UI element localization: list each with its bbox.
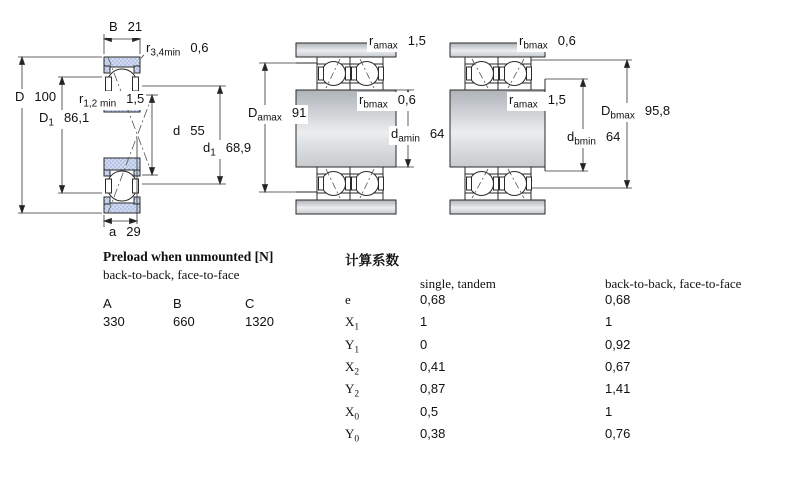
dim-symbol: D — [39, 110, 49, 125]
factor-value: 0,92 — [605, 336, 631, 352]
arrangement-face-to-face — [450, 40, 548, 214]
dim-symbol: r — [519, 33, 524, 48]
dim-subscript: 1 — [210, 147, 216, 159]
dim-label-Damax — [246, 105, 308, 124]
dim-value: 55 — [190, 123, 205, 138]
dim-subscript: amax — [373, 40, 398, 52]
dim-value: 29 — [126, 224, 141, 239]
dim-label-damin — [389, 126, 446, 145]
dim-symbol: D — [601, 103, 611, 118]
dim-label-d1 — [201, 140, 253, 159]
dim-value: 86,1 — [63, 110, 90, 125]
calculation-factors-table — [345, 249, 765, 449]
factor-value: 1 — [605, 403, 613, 419]
dim-value: 0,6 — [190, 40, 209, 55]
preload-value: 1320 — [245, 314, 274, 329]
dim-label-D — [13, 89, 58, 108]
dim-symbol: d — [203, 140, 211, 155]
factors-col2-header: back-to-back, face-to-face — [605, 276, 742, 291]
dim-label-B — [107, 19, 144, 38]
preload-grid — [103, 296, 363, 329]
dim-label-dbmin — [565, 129, 622, 148]
dim-label-r12 — [77, 91, 146, 110]
preload-title: Preload when unmounted [N] — [103, 249, 274, 264]
factor-symbol: $X_1$ — [345, 314, 360, 333]
dim-value: 64 — [605, 129, 621, 144]
dim-subscript: bmax — [363, 99, 388, 111]
dim-label-rbmax-right — [517, 33, 578, 52]
factor-value: 0,68 — [420, 291, 446, 307]
factor-value: 0,38 — [420, 426, 446, 442]
preload-table — [103, 249, 363, 329]
factors-col1-header: single, tandem — [420, 276, 496, 291]
preload-value: 330 — [103, 314, 125, 329]
dim-subscript: bmin — [574, 136, 596, 148]
factor-value: 1,41 — [605, 381, 631, 397]
dim-symbol: r — [359, 92, 364, 107]
dim-value: 0,6 — [557, 33, 576, 48]
right-dimension-lines — [531, 60, 635, 188]
dim-subscript: amin — [398, 133, 420, 145]
dim-symbol: r — [509, 92, 514, 107]
dim-label-Dbmax — [599, 103, 672, 122]
factor-value: 0,76 — [605, 426, 631, 442]
factor-symbol: $X_0$ — [345, 403, 360, 423]
dim-symbol: D — [248, 105, 258, 120]
dim-value: 100 — [34, 89, 57, 104]
factor-value: 0 — [420, 336, 428, 352]
dim-value: 1,5 — [126, 91, 145, 106]
preload-col-header: A — [103, 296, 112, 311]
preload-subtitle: back-to-back, face-to-face — [103, 267, 240, 282]
dim-value: 1,5 — [547, 92, 566, 107]
dim-value: 68,9 — [225, 140, 252, 155]
dim-symbol: r — [79, 91, 84, 106]
factor-value: 1 — [605, 314, 613, 330]
dim-symbol: d — [173, 123, 181, 138]
dim-symbol: a — [109, 224, 117, 239]
dim-subscript: amax — [513, 99, 538, 111]
dim-label-d — [171, 123, 207, 142]
factor-value: 1 — [420, 314, 428, 330]
dim-label-ramax-right — [507, 92, 568, 111]
preload-col-header: C — [245, 296, 255, 311]
preload-col-header: B — [173, 296, 182, 311]
dim-label-D1 — [37, 110, 91, 129]
dim-label-r34 — [144, 40, 210, 59]
factor-symbol: $Y_0$ — [345, 426, 360, 445]
dim-value: 21 — [127, 19, 143, 34]
factor-symbol: $Y_1$ — [345, 336, 360, 356]
factor-value: 0,41 — [420, 358, 446, 374]
factor-symbol: $X_2$ — [345, 358, 360, 378]
factors-grid — [345, 276, 765, 449]
factor-value: 0,5 — [420, 403, 439, 419]
dim-label-ramax-mid — [367, 33, 428, 52]
factor-symbol: $Y_2$ — [345, 381, 360, 400]
dim-subscript: bmax — [610, 110, 635, 122]
dim-value: 95,8 — [644, 103, 671, 118]
dim-value: 64 — [429, 126, 445, 141]
dim-subscript: 3,4min — [150, 47, 181, 59]
dim-symbol: d — [567, 129, 575, 144]
dim-subscript: amax — [257, 112, 282, 124]
dim-symbol: r — [369, 33, 374, 48]
preload-value: 660 — [173, 314, 195, 329]
factor-value: 0,87 — [420, 381, 446, 397]
dim-subscript: 1,2 min — [83, 98, 117, 110]
dim-symbol: D — [15, 89, 25, 104]
factor-value: 0,68 — [605, 291, 631, 307]
factors-spacer — [345, 276, 420, 292]
dim-symbol: r — [146, 40, 151, 55]
factor-symbol: e — [345, 291, 351, 307]
dim-label-a — [107, 224, 143, 243]
dim-subscript: bmax — [523, 40, 548, 52]
dim-symbol: d — [391, 126, 399, 141]
factors-title: 计算系数 — [345, 253, 399, 268]
dim-value: 91 — [291, 105, 307, 120]
arrangement-back-to-back — [296, 40, 399, 214]
dim-value: 0,6 — [397, 92, 416, 107]
dim-label-rbmax-mid — [357, 92, 418, 111]
dim-symbol: B — [109, 19, 118, 34]
factor-value: 0,67 — [605, 358, 631, 374]
dim-subscript: 1 — [48, 117, 54, 129]
dim-value: 1,5 — [407, 33, 426, 48]
bearing-cross-section — [104, 57, 151, 213]
